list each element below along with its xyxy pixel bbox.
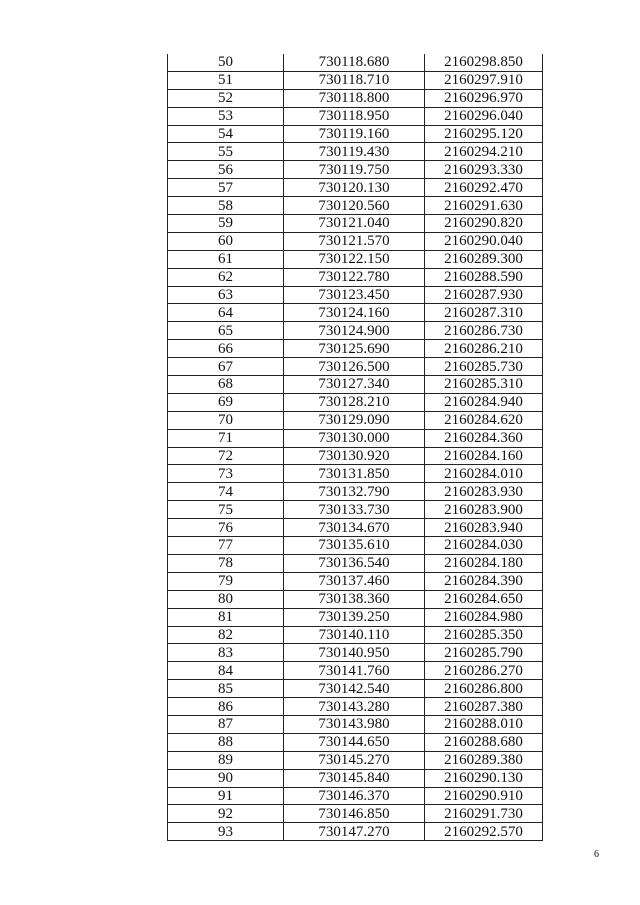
table-row [168,608,543,626]
point-number-cell: 55 [168,143,284,161]
point-number-cell: 89 [168,751,284,769]
point-number-cell: 73 [168,465,284,483]
y-coordinate-cell: 2160284.390 [425,572,543,590]
point-number-cell: 85 [168,680,284,698]
y-coordinate-cell: 2160284.980 [425,608,543,626]
table-row [168,769,543,787]
table-row [168,250,543,268]
y-coordinate-cell: 2160298.850 [425,54,543,71]
y-coordinate-cell: 2160284.030 [425,537,543,555]
x-coordinate-cell: 730119.430 [284,143,425,161]
y-coordinate-cell: 2160284.160 [425,447,543,465]
y-coordinate-cell: 2160292.470 [425,179,543,197]
point-number-cell: 74 [168,483,284,501]
table-row [168,733,543,751]
point-number-cell: 72 [168,447,284,465]
y-coordinate-cell: 2160288.590 [425,268,543,286]
x-coordinate-cell: 730142.540 [284,680,425,698]
y-coordinate-cell: 2160287.930 [425,286,543,304]
table-row [168,805,543,823]
x-coordinate-cell: 730140.110 [284,626,425,644]
point-number-cell: 53 [168,107,284,125]
x-coordinate-cell: 730146.370 [284,787,425,805]
y-coordinate-cell: 2160284.360 [425,429,543,447]
table-row [168,107,543,125]
x-coordinate-cell: 730145.270 [284,751,425,769]
point-number-cell: 59 [168,215,284,233]
point-number-cell: 54 [168,125,284,143]
y-coordinate-cell: 2160290.820 [425,215,543,233]
point-number-cell: 64 [168,304,284,322]
point-number-cell: 90 [168,769,284,787]
point-number-cell: 80 [168,590,284,608]
table-row [168,787,543,805]
point-number-cell: 57 [168,179,284,197]
table-row [168,215,543,233]
table-row [168,179,543,197]
y-coordinate-cell: 2160284.940 [425,393,543,411]
y-coordinate-cell: 2160297.910 [425,71,543,89]
y-coordinate-cell: 2160284.620 [425,411,543,429]
table-row [168,590,543,608]
y-coordinate-cell: 2160290.130 [425,769,543,787]
table-row [168,125,543,143]
x-coordinate-cell: 730143.280 [284,698,425,716]
page-number: 6 [594,849,599,860]
table-row [168,340,543,358]
y-coordinate-cell: 2160288.010 [425,715,543,733]
x-coordinate-cell: 730122.780 [284,268,425,286]
y-coordinate-cell: 2160283.940 [425,519,543,537]
table-row [168,447,543,465]
x-coordinate-cell: 730132.790 [284,483,425,501]
table-row [168,680,543,698]
x-coordinate-cell: 730136.540 [284,554,425,572]
x-coordinate-cell: 730130.000 [284,429,425,447]
x-coordinate-cell: 730138.360 [284,590,425,608]
table-row [168,89,543,107]
point-number-cell: 87 [168,715,284,733]
x-coordinate-cell: 730134.670 [284,519,425,537]
y-coordinate-cell: 2160285.310 [425,376,543,394]
table-row [168,751,543,769]
x-coordinate-cell: 730124.160 [284,304,425,322]
y-coordinate-cell: 2160283.900 [425,501,543,519]
table-row [168,483,543,501]
y-coordinate-cell: 2160286.270 [425,662,543,680]
y-coordinate-cell: 2160288.680 [425,733,543,751]
y-coordinate-cell: 2160286.730 [425,322,543,340]
point-number-cell: 92 [168,805,284,823]
x-coordinate-cell: 730135.610 [284,537,425,555]
x-coordinate-cell: 730118.710 [284,71,425,89]
point-number-cell: 78 [168,554,284,572]
table-row [168,823,543,841]
table-row [168,501,543,519]
x-coordinate-cell: 730123.450 [284,286,425,304]
table-row [168,698,543,716]
coordinates-table [167,54,543,841]
point-number-cell: 91 [168,787,284,805]
table-row [168,161,543,179]
point-number-cell: 65 [168,322,284,340]
x-coordinate-cell: 730121.570 [284,232,425,250]
table-row [168,644,543,662]
y-coordinate-cell: 2160290.910 [425,787,543,805]
table-row [168,554,543,572]
point-number-cell: 86 [168,698,284,716]
point-number-cell: 75 [168,501,284,519]
x-coordinate-cell: 730119.160 [284,125,425,143]
point-number-cell: 88 [168,733,284,751]
x-coordinate-cell: 730119.750 [284,161,425,179]
x-coordinate-cell: 730139.250 [284,608,425,626]
point-number-cell: 61 [168,250,284,268]
x-coordinate-cell: 730140.950 [284,644,425,662]
coordinates-table-body [168,54,543,841]
x-coordinate-cell: 730122.150 [284,250,425,268]
table-row [168,715,543,733]
x-coordinate-cell: 730144.650 [284,733,425,751]
y-coordinate-cell: 2160285.730 [425,358,543,376]
x-coordinate-cell: 730145.840 [284,769,425,787]
y-coordinate-cell: 2160291.730 [425,805,543,823]
y-coordinate-cell: 2160287.310 [425,304,543,322]
y-coordinate-cell: 2160289.380 [425,751,543,769]
y-coordinate-cell: 2160284.010 [425,465,543,483]
x-coordinate-cell: 730128.210 [284,393,425,411]
point-number-cell: 83 [168,644,284,662]
point-number-cell: 50 [168,54,284,71]
point-number-cell: 62 [168,268,284,286]
point-number-cell: 51 [168,71,284,89]
y-coordinate-cell: 2160294.210 [425,143,543,161]
x-coordinate-cell: 730141.760 [284,662,425,680]
x-coordinate-cell: 730118.800 [284,89,425,107]
x-coordinate-cell: 730130.920 [284,447,425,465]
x-coordinate-cell: 730137.460 [284,572,425,590]
point-number-cell: 52 [168,89,284,107]
x-coordinate-cell: 730120.130 [284,179,425,197]
point-number-cell: 68 [168,376,284,394]
table-row [168,232,543,250]
table-row [168,519,543,537]
y-coordinate-cell: 2160289.300 [425,250,543,268]
x-coordinate-cell: 730131.850 [284,465,425,483]
table-row [168,429,543,447]
table-row [168,268,543,286]
table-row [168,71,543,89]
y-coordinate-cell: 2160295.120 [425,125,543,143]
y-coordinate-cell: 2160284.650 [425,590,543,608]
table-row [168,358,543,376]
point-number-cell: 84 [168,662,284,680]
x-coordinate-cell: 730121.040 [284,215,425,233]
point-number-cell: 67 [168,358,284,376]
y-coordinate-cell: 2160285.350 [425,626,543,644]
table-row [168,411,543,429]
y-coordinate-cell: 2160284.180 [425,554,543,572]
x-coordinate-cell: 730118.950 [284,107,425,125]
point-number-cell: 79 [168,572,284,590]
x-coordinate-cell: 730133.730 [284,501,425,519]
table-row [168,537,543,555]
point-number-cell: 93 [168,823,284,841]
y-coordinate-cell: 2160291.630 [425,197,543,215]
table-row [168,572,543,590]
table-row [168,304,543,322]
point-number-cell: 81 [168,608,284,626]
x-coordinate-cell: 730120.560 [284,197,425,215]
table-row [168,197,543,215]
table-row [168,662,543,680]
point-number-cell: 77 [168,537,284,555]
point-number-cell: 69 [168,393,284,411]
x-coordinate-cell: 730118.680 [284,54,425,71]
y-coordinate-cell: 2160293.330 [425,161,543,179]
point-number-cell: 66 [168,340,284,358]
y-coordinate-cell: 2160296.040 [425,107,543,125]
x-coordinate-cell: 730129.090 [284,411,425,429]
point-number-cell: 58 [168,197,284,215]
table-row [168,54,543,71]
table-row [168,626,543,644]
x-coordinate-cell: 730125.690 [284,340,425,358]
y-coordinate-cell: 2160290.040 [425,232,543,250]
table-row [168,376,543,394]
x-coordinate-cell: 730126.500 [284,358,425,376]
y-coordinate-cell: 2160296.970 [425,89,543,107]
point-number-cell: 63 [168,286,284,304]
point-number-cell: 60 [168,232,284,250]
y-coordinate-cell: 2160283.930 [425,483,543,501]
point-number-cell: 82 [168,626,284,644]
table-row [168,393,543,411]
point-number-cell: 76 [168,519,284,537]
y-coordinate-cell: 2160286.800 [425,680,543,698]
x-coordinate-cell: 730143.980 [284,715,425,733]
point-number-cell: 56 [168,161,284,179]
y-coordinate-cell: 2160287.380 [425,698,543,716]
x-coordinate-cell: 730146.850 [284,805,425,823]
table-row [168,322,543,340]
y-coordinate-cell: 2160292.570 [425,823,543,841]
table-row [168,143,543,161]
table-row [168,465,543,483]
point-number-cell: 70 [168,411,284,429]
x-coordinate-cell: 730124.900 [284,322,425,340]
table-row [168,286,543,304]
y-coordinate-cell: 2160286.210 [425,340,543,358]
x-coordinate-cell: 730147.270 [284,823,425,841]
y-coordinate-cell: 2160285.790 [425,644,543,662]
x-coordinate-cell: 730127.340 [284,376,425,394]
point-number-cell: 71 [168,429,284,447]
